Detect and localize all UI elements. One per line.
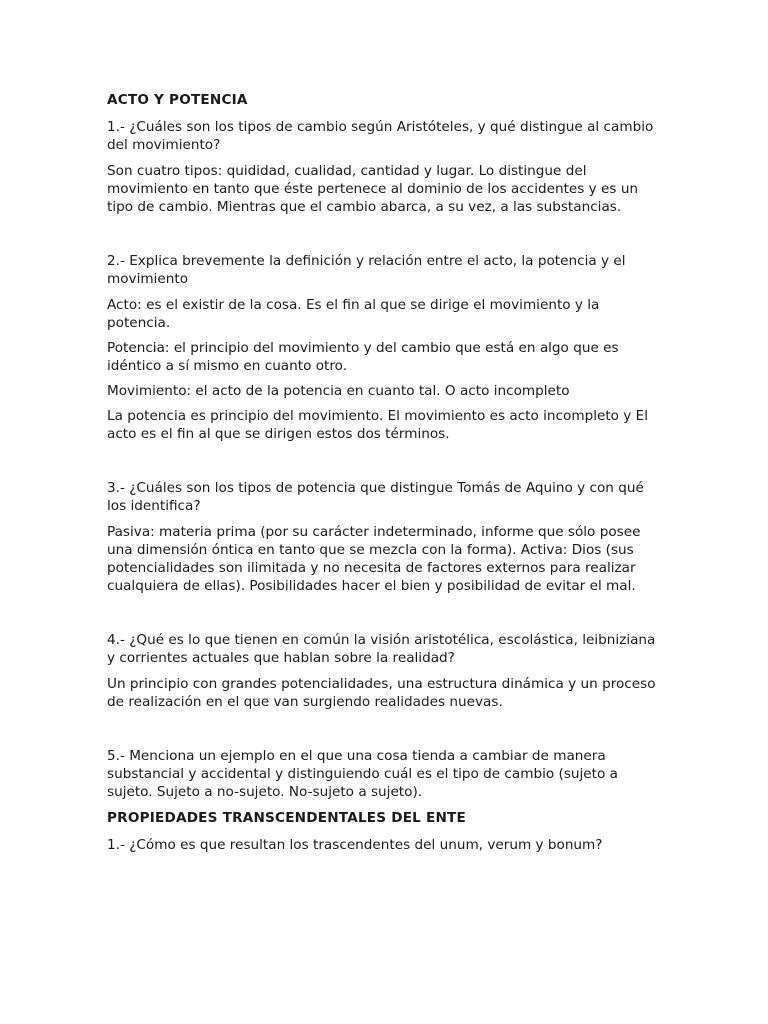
question-1: 1.- ¿Cuáles son los tipos de cambio según Aristóteles, y qué distingue al cambio del movimiento?: [107, 119, 654, 153]
document-body: [107, 91, 663, 862]
section-title-2: PROPIEDADES TRANSCENDENTALES DEL ENTE: [107, 810, 466, 826]
answer-2-relacion: La potencia es principio del movimiento. El movimiento es acto incompleto y El acto es el fin al que se dirigen estos dos términos.: [107, 408, 649, 442]
answer-4: Un principio con grandes potencialidades, una estructura dinámica y un proceso de realización en el que van surgiendo realidades nuevas.: [107, 676, 656, 710]
section-title: ACTO Y POTENCIA: [107, 92, 248, 108]
answer-2-movimiento: Movimiento: el acto de la potencia en cuanto tal. O acto incompleto: [107, 383, 570, 399]
answer-2-acto: Acto: es el existir de la cosa. Es el fin al que se dirige el movimiento y la potencia.: [107, 297, 600, 331]
answer-1: Son cuatro tipos: quididad, cualidad, cantidad y lugar. Lo distingue del movimiento en tanto que éste pertenece al dominio de los accidentes y es un tipo de cambio. Mientras que el cambio abarca, a su vez, a las substancias.: [107, 163, 639, 215]
answer-3: Pasiva: materia prima (por su carácter indeterminado, informe que sólo posee una dimensión óntica en tanto que se mezcla con la forma). Activa: Dios (sus potencialidades son ilimitada y no necesita de factores externos para realizar cualquiera de ellas). Posibilidades hacer el bien y posibilidad de evitar el mal.: [107, 524, 641, 594]
question-2-1: 1.- ¿Cómo es que resultan los trascendentes del unum, verum y bonum?: [107, 837, 603, 853]
question-3: 3.- ¿Cuáles son los tipos de potencia que distingue Tomás de Aquino y con qué los identifica?: [107, 480, 644, 514]
question-5: 5.- Menciona un ejemplo en el que una cosa tienda a cambiar de manera substancial y accidental y distinguiendo cuál es el tipo de cambio (sujeto a sujeto. Sujeto a no-sujeto. No-sujeto a sujeto).: [107, 748, 618, 800]
question-2: 2.- Explica brevemente la definición y relación entre el acto, la potencia y el movimiento: [107, 253, 626, 287]
answer-2-potencia: Potencia: el principio del movimiento y del cambio que está en algo que es idéntico a sí mismo en cuanto otro.: [107, 340, 619, 374]
question-4: 4.- ¿Qué es lo que tienen en común la visión aristotélica, escolástica, leibniziana y corrientes actuales que hablan sobre la realidad?: [107, 632, 656, 666]
